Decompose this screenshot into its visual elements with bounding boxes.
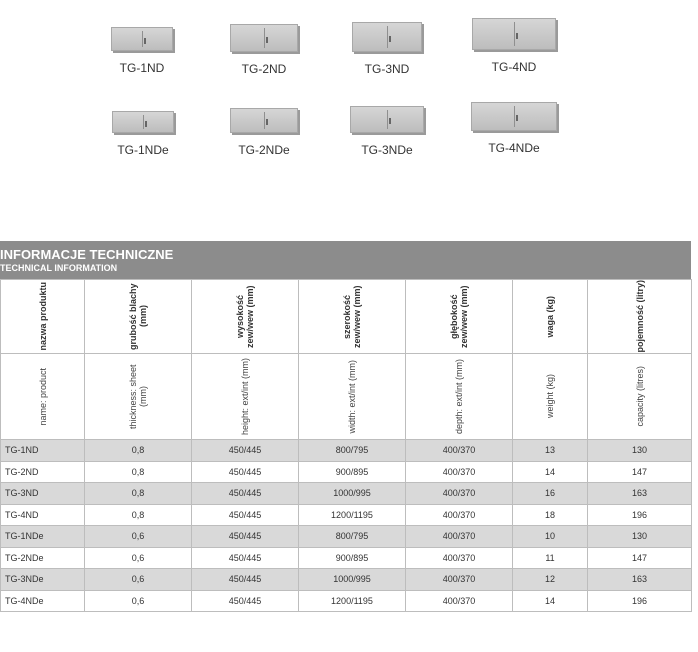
cell-weight: 11 [513, 547, 588, 569]
header-cell: waga (kg) [513, 280, 588, 354]
cell-width: 1200/1195 [299, 590, 406, 612]
cell-height: 450/445 [192, 526, 299, 548]
cell-height: 450/445 [192, 483, 299, 505]
cell-capacity: 163 [588, 483, 692, 505]
cabinet-image [471, 102, 557, 131]
header-cell: głębokość zew/wew (mm) [406, 280, 513, 354]
cabinet-image [352, 22, 422, 52]
header-cell: grubość blachy (mm) [85, 280, 192, 354]
cell-thickness: 0,8 [85, 483, 192, 505]
cell-thickness: 0,8 [85, 461, 192, 483]
product-label: TG-3ND [364, 62, 410, 76]
cell-width: 1000/995 [299, 483, 406, 505]
cell-weight: 14 [513, 590, 588, 612]
table-row [1, 483, 692, 505]
header-row-pl [1, 280, 692, 354]
product-label: TG-2ND [241, 62, 287, 76]
cell-depth: 400/370 [406, 526, 513, 548]
cell-product: TG-2NDe [1, 547, 85, 569]
product-label: TG-3NDe [361, 143, 413, 157]
header-cell-en: thickness: sheet (mm) [85, 354, 192, 440]
cell-weight: 16 [513, 483, 588, 505]
cell-product: TG-4ND [1, 504, 85, 526]
cell-capacity: 163 [588, 569, 692, 591]
cell-product: TG-3ND [1, 483, 85, 505]
cell-product: TG-1NDe [1, 526, 85, 548]
cell-depth: 400/370 [406, 547, 513, 569]
cell-height: 450/445 [192, 504, 299, 526]
cell-width: 1000/995 [299, 569, 406, 591]
cell-width: 800/795 [299, 440, 406, 462]
cabinet-image [350, 106, 424, 133]
cell-depth: 400/370 [406, 569, 513, 591]
product-tg-1nde [83, 111, 203, 157]
product-label: TG-1NDe [117, 143, 169, 157]
technical-info-panel [0, 241, 691, 612]
cell-capacity: 130 [588, 440, 692, 462]
cell-weight: 10 [513, 526, 588, 548]
product-label: TG-2NDe [238, 143, 290, 157]
table-row [1, 526, 692, 548]
table-title-pl: INFORMACJE TECHNICZNE [0, 247, 174, 262]
cell-capacity: 196 [588, 504, 692, 526]
cell-capacity: 147 [588, 547, 692, 569]
cell-height: 450/445 [192, 440, 299, 462]
header-cell: pojemność (litry) [588, 280, 692, 354]
cell-thickness: 0,6 [85, 569, 192, 591]
product-label: TG-4NDe [488, 141, 540, 155]
table-row [1, 504, 692, 526]
product-tg-3nde [327, 106, 447, 157]
product-tg-4nd [454, 18, 574, 74]
cell-depth: 400/370 [406, 590, 513, 612]
cell-width: 900/895 [299, 461, 406, 483]
cell-weight: 14 [513, 461, 588, 483]
cell-product: TG-4NDe [1, 590, 85, 612]
cell-height: 450/445 [192, 569, 299, 591]
cell-width: 800/795 [299, 526, 406, 548]
table-row [1, 569, 692, 591]
cabinet-image [112, 111, 174, 133]
cell-thickness: 0,8 [85, 440, 192, 462]
cell-weight: 12 [513, 569, 588, 591]
cell-product: TG-3NDe [1, 569, 85, 591]
cell-product: TG-2ND [1, 461, 85, 483]
product-tg-3nd [327, 22, 447, 76]
cabinet-image [111, 27, 173, 51]
product-label: TG-4ND [491, 60, 537, 74]
cell-thickness: 0,6 [85, 547, 192, 569]
cabinet-image [472, 18, 556, 50]
product-tg-1nd [82, 27, 202, 75]
table-row [1, 461, 692, 483]
cell-depth: 400/370 [406, 461, 513, 483]
cell-height: 450/445 [192, 547, 299, 569]
cell-product: TG-1ND [1, 440, 85, 462]
cell-weight: 18 [513, 504, 588, 526]
header-cell: wysokość zew/wew (mm) [192, 280, 299, 354]
cell-capacity: 147 [588, 461, 692, 483]
header-cell-en: height: ext/int (mm) [192, 354, 299, 440]
header-cell-en: width: ext/int (mm) [299, 354, 406, 440]
technical-table [0, 279, 692, 612]
cell-width: 1200/1195 [299, 504, 406, 526]
header-cell: nazwa produktu [1, 280, 85, 354]
header-cell-en: depth: ext/int (mm) [406, 354, 513, 440]
cell-depth: 400/370 [406, 483, 513, 505]
cell-height: 450/445 [192, 590, 299, 612]
cell-height: 450/445 [192, 461, 299, 483]
cell-capacity: 130 [588, 526, 692, 548]
product-tg-2nd [204, 24, 324, 76]
header-cell-en: name: product [1, 354, 85, 440]
cell-thickness: 0,6 [85, 526, 192, 548]
cell-thickness: 0,8 [85, 504, 192, 526]
cabinet-image [230, 108, 298, 133]
product-tg-2nde [204, 108, 324, 157]
cabinet-image [230, 24, 298, 52]
cell-width: 900/895 [299, 547, 406, 569]
cell-weight: 13 [513, 440, 588, 462]
cell-depth: 400/370 [406, 504, 513, 526]
product-label: TG-1ND [119, 61, 165, 75]
cell-thickness: 0,6 [85, 590, 192, 612]
table-title-en: TECHNICAL INFORMATION [0, 263, 118, 273]
table-header-bar [0, 241, 691, 279]
header-row-en [1, 354, 692, 440]
table-row [1, 590, 692, 612]
header-cell: szerokość zew/wew (mm) [299, 280, 406, 354]
cell-capacity: 196 [588, 590, 692, 612]
product-tg-4nde [454, 102, 574, 155]
header-cell-en: capacity (litres) [588, 354, 692, 440]
table-row [1, 547, 692, 569]
table-row [1, 440, 692, 462]
header-cell-en: weight (kg) [513, 354, 588, 440]
cell-depth: 400/370 [406, 440, 513, 462]
